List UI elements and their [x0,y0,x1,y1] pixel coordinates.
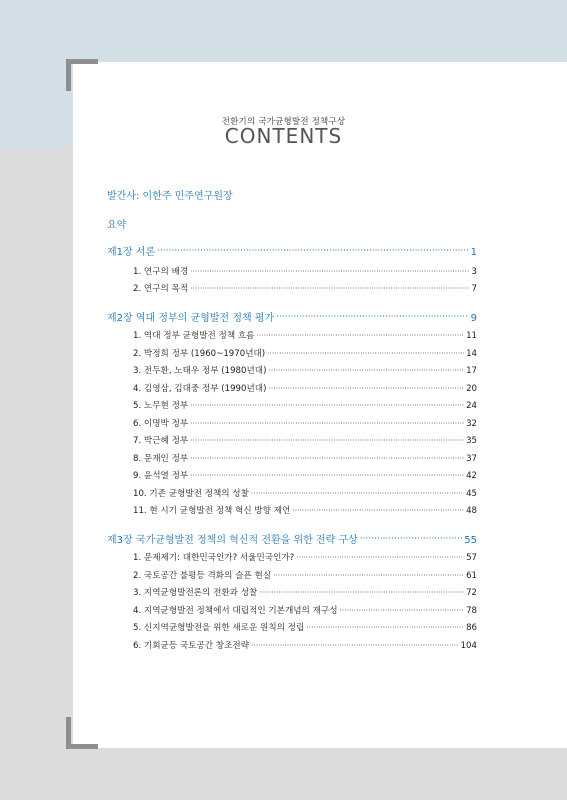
chapter-page: 1 [470,247,477,258]
toc-section[interactable] [133,265,477,277]
dot-leader [251,489,464,497]
dot-leader [256,331,464,339]
toc-section[interactable] [133,469,477,481]
section-page: 45 [466,489,477,499]
dot-leader [190,419,464,427]
dot-leader [273,571,464,579]
section-page: 7 [471,284,477,294]
section-page: 11 [466,331,477,341]
dot-leader [306,623,464,631]
dot-leader [276,312,468,321]
section-page: 37 [466,454,477,464]
section-label: 5. 노무현 정부 [133,401,189,411]
dot-leader [190,454,464,462]
section-label: 4. 지역균형발전 정책에서 대립적인 기본개념의 재구성 [133,606,338,616]
section-page: 57 [466,553,477,563]
dot-leader [190,471,464,479]
section-page: 72 [466,588,477,598]
toc-section[interactable] [133,382,477,394]
section-page: 3 [471,267,477,277]
section-label: 2. 국토공간 불평등 격화의 슬픈 현실 [133,571,272,581]
section-label: 3. 지역균형발전론의 전환과 성찰 [133,588,258,598]
section-label: 2. 연구의 목적 [133,284,189,294]
dot-leader [190,401,464,409]
dot-leader [292,506,464,514]
toc-section[interactable] [133,551,477,563]
section-label: 3. 전두환, 노태우 정부 (1980년대) [133,366,267,376]
section-label: 1. 역대 정부 균형발전 정책 흐름 [133,331,255,341]
toc-chapter-3[interactable] [107,531,477,546]
toc-summary[interactable]: 요약 [107,220,127,231]
section-page: 32 [466,419,477,429]
section-label: 2. 박정희 정부 (1960~1970년대) [133,349,266,359]
section-label: 6. 이명박 정부 [133,419,189,429]
toc-section[interactable] [133,417,477,429]
section-label: 8. 문재인 정부 [133,454,189,464]
section-page: 35 [466,436,477,446]
toc-chapter-1[interactable] [107,243,477,258]
toc-section[interactable] [133,604,477,616]
section-page: 48 [466,506,477,516]
toc-section[interactable] [133,364,477,376]
section-page: 104 [460,641,477,651]
chapter-label: 제2장 역대 정부의 균형발전 정책 평가 [107,313,275,324]
toc-section[interactable] [133,282,477,294]
section-label: 6. 기회균등 국토공간 창조전략 [133,641,250,651]
dot-leader [268,366,464,374]
toc-section[interactable] [133,399,477,411]
dot-leader [251,641,459,649]
section-label: 7. 박근혜 정부 [133,436,189,446]
dot-leader [259,588,464,596]
chapter-label: 제3장 국가균형발전 정책의 혁신적 전환을 위한 전략 구상 [107,535,358,546]
dot-leader [157,246,468,255]
toc-section[interactable] [133,329,477,341]
chapter-page: 9 [470,313,477,324]
toc-section[interactable] [133,639,477,651]
toc-section[interactable] [133,504,477,516]
section-page: 86 [466,623,477,633]
dot-leader [360,534,462,543]
dot-leader [340,606,465,614]
section-page: 42 [466,471,477,481]
toc-section[interactable] [133,452,477,464]
toc-section[interactable] [133,586,477,598]
toc-publisher-note[interactable]: 발간사: 이한주 민주연구원장 [107,191,233,202]
toc-section[interactable] [133,347,477,359]
section-label: 10. 기존 균형발전 정책의 성찰 [133,489,249,499]
dot-leader [267,349,464,357]
chapter-page: 55 [464,535,477,546]
section-label: 5. 신지역균형발전을 위한 새로운 원칙의 정립 [133,623,305,633]
toc-section[interactable] [133,621,477,633]
section-label: 9. 윤석열 정부 [133,471,189,481]
toc-section[interactable] [133,487,477,499]
section-page: 20 [466,384,477,394]
crop-mark-top-left [66,59,71,91]
section-page: 17 [466,366,477,376]
dot-leader [190,284,469,292]
crop-mark-bottom-left [66,717,71,749]
section-label: 11. 현 시기 균형발전 정책 혁신 방향 제언 [133,506,291,516]
section-label: 1. 문제제기: 대한민국인가? 서울민국인가? [133,553,295,563]
toc-section[interactable] [133,569,477,581]
dot-leader [190,267,469,275]
section-page: 24 [466,401,477,411]
section-page: 78 [466,606,477,616]
chapter-label: 제1장 서론 [107,247,156,258]
section-page: 61 [466,571,477,581]
section-page: 14 [466,349,477,359]
section-label: 4. 김영삼, 김대중 정부 (1990년대) [133,384,267,394]
dot-leader [296,553,464,561]
dot-leader [268,384,464,392]
toc-section[interactable] [133,434,477,446]
book-subtitle: 전환기의 국가균형발전 정책구상 [221,117,346,127]
toc-chapter-2[interactable] [107,309,477,324]
contents-title: CONTENTS [224,124,343,148]
dot-leader [190,436,464,444]
section-label: 1. 연구의 배경 [133,267,189,277]
